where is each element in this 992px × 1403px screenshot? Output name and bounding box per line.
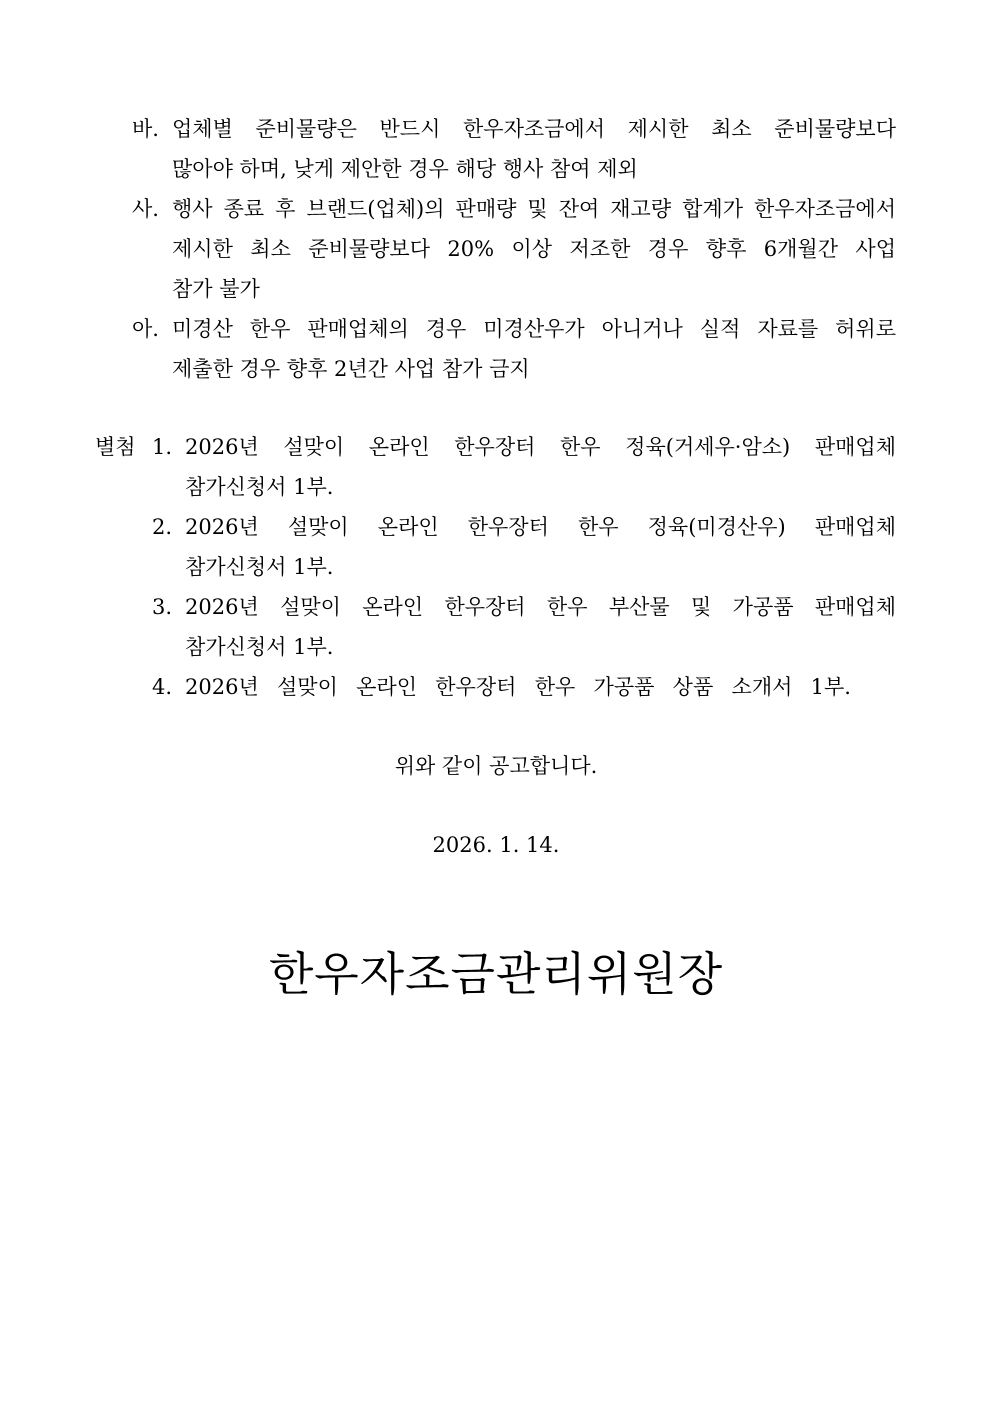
item-sa-line-3: 참가 불가: [172, 277, 260, 301]
attachment-2-line-2: 참가신청서 1부.: [185, 555, 334, 579]
attachment-3-line-1: 2026년 설맞이 온라인 한우장터 한우 부산물 및 가공품 판매업체: [185, 595, 896, 619]
attachment-number-4: 4.: [152, 675, 173, 699]
closing-statement: 위와 같이 공고합니다.: [394, 754, 598, 778]
attachment-1-line-2: 참가신청서 1부.: [185, 475, 334, 499]
attachment-label: 별첨: [95, 435, 136, 459]
item-sa-line-2: 제시한 최소 준비물량보다 20% 이상 저조한 경우 향후 6개월간 사업: [172, 237, 896, 261]
attachment-3-line-2: 참가신청서 1부.: [185, 635, 334, 659]
attachment-number-2: 2.: [152, 515, 173, 539]
item-ba-line-1: 업체별 준비물량은 반드시 한우자조금에서 제시한 최소 준비물량보다: [172, 117, 896, 141]
attachment-2-line-1: 2026년 설맞이 온라인 한우장터 한우 정육(미경산우) 판매업체: [185, 515, 896, 539]
attachment-number-3: 3.: [152, 595, 173, 619]
attachment-number-1: 1.: [152, 435, 173, 459]
item-ba-line-2: 많아야 하며, 낮게 제안한 경우 해당 행사 참여 제외: [172, 157, 638, 181]
item-marker-sa: 사.: [132, 197, 159, 221]
item-a-line-1: 미경산 한우 판매업체의 경우 미경산우가 아니거나 실적 자료를 허위로: [172, 317, 896, 341]
item-marker-ba: 바.: [132, 117, 159, 141]
item-marker-a: 아.: [132, 317, 159, 341]
issuer-signature: 한우자조금관리위원장: [268, 947, 724, 1001]
item-a-line-2: 제출한 경우 향후 2년간 사업 참가 금지: [172, 357, 530, 381]
item-sa-line-1: 행사 종료 후 브랜드(업체)의 판매량 및 잔여 재고량 합계가 한우자조금에서: [172, 197, 896, 221]
attachment-1-line-1: 2026년 설맞이 온라인 한우장터 한우 정육(거세우·암소) 판매업체: [185, 435, 896, 459]
notice-date: 2026. 1. 14.: [432, 833, 560, 857]
attachment-4-line-1: 2026년 설맞이 온라인 한우장터 한우 가공품 상품 소개서 1부.: [185, 675, 851, 699]
